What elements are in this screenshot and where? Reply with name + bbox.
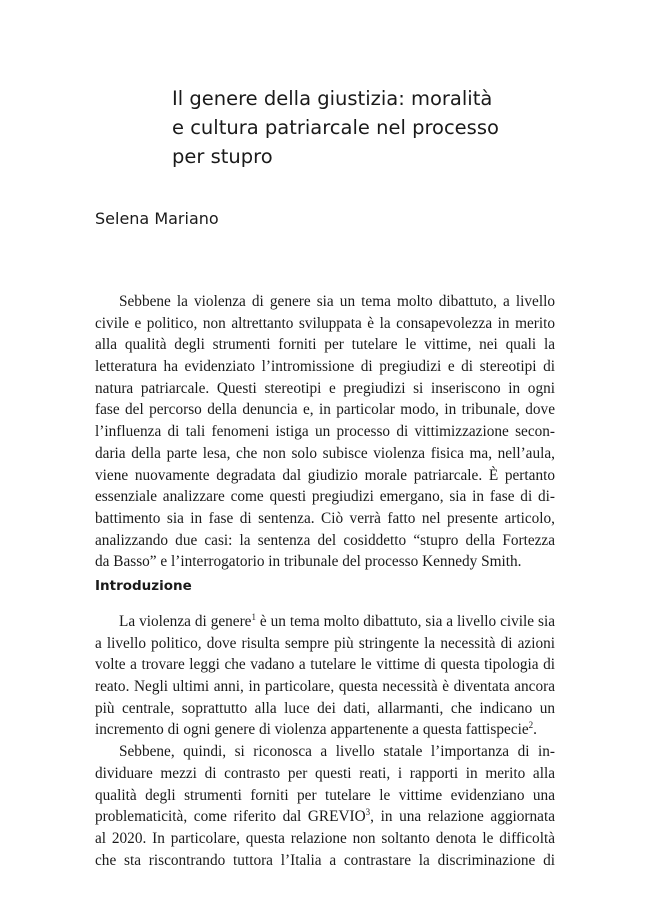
text-line: a livello politico, dove risulta sempre più stringente la necessità di azioni <box>95 634 555 652</box>
text-fragment: , in una relazione aggiornata <box>370 808 555 826</box>
text-line: alla qualità degli strumenti forniti per tutelare le vittime, nei quali la <box>95 336 555 354</box>
text-line: da Basso” e l’interrogatorio in tribunale del processo Kennedy Smith. <box>95 553 522 571</box>
text-line <box>95 719 555 741</box>
text-line: letteratura ha evidenziato l’intromissione di pregiudizi e di stereotipi di <box>95 358 555 376</box>
text-line: civile e politico, non altrettanto sviluppata è la consapevolezza in merito <box>95 314 555 332</box>
text-fragment: è un tema molto dibattuto, sia a livello civile sia <box>255 613 555 630</box>
section-heading: Introduzione <box>95 578 192 594</box>
abstract-paragraph <box>95 291 555 573</box>
text-line: analizzando due casi: la sentenza del cosiddetto “stupro della Fortezza <box>95 531 555 549</box>
text-line: natura patriarcale. Questi stereotipi e pregiudizi si inseriscono in ogni <box>95 379 555 397</box>
text-line: viene nuovamente degradata dal giudizio morale patriarcale. È pertanto <box>95 466 555 484</box>
footnote-marker[interactable]: 1 <box>251 611 256 622</box>
text-line: fase del percorso della denuncia e, in particolar modo, in tribunale, dove <box>95 401 555 419</box>
text-line: battimento sia in fase di sentenza. Ciò verrà fatto nel presente articolo, <box>95 509 555 527</box>
text-fragment: incremento di ogni genere di violenza appartenente a questa fattispecie <box>95 721 529 739</box>
title-line: Il genere della giustizia: moralità <box>172 87 493 110</box>
text-line: al 2020. In particolare, questa relazione non soltanto denota le difficoltà <box>95 829 555 847</box>
text-line: daria della parte lesa, che non solo subisce violenza fisica ma, nell’aula, <box>95 444 555 462</box>
text-line: qualità degli strumenti forniti per tutelare le vittime evidenziano una <box>95 786 555 804</box>
text-fragment: problematicità, come riferito dal GREVIO <box>95 808 366 826</box>
text-line <box>95 611 555 633</box>
text-fragment: . <box>533 721 537 739</box>
text-line: l’influenza di tali fenomeni istiga un processo di vittimizzazione secon- <box>95 423 555 441</box>
title-line: per stupro <box>172 145 273 168</box>
introduction-body <box>95 611 555 871</box>
text-line: che sta riscontrando tuttora l’Italia a contrastare la discriminazione di <box>95 851 555 869</box>
article-title <box>172 84 572 171</box>
footnote-marker[interactable]: 2 <box>528 720 534 731</box>
author-name: Selena Mariano <box>95 209 219 228</box>
text-line: reato. Negli ultimi anni, in particolare, questa necessità è diventata ancora <box>95 678 555 696</box>
footnote-marker[interactable]: 3 <box>365 807 371 818</box>
text-line: Sebbene la violenza di genere sia un tema molto dibattuto, a livello <box>119 293 555 310</box>
text-fragment: La violenza di genere <box>119 613 252 630</box>
text-line: dividuare mezzi di contrasto per questi reati, i rapporti in merito alla <box>95 764 555 782</box>
text-line: più centrale, soprattutto alla luce dei dati, allarmanti, che indicano un <box>95 699 555 717</box>
title-line: e cultura patriarcale nel processo <box>172 116 499 139</box>
text-line: Sebbene, quindi, si riconosca a livello statale l’importanza di in- <box>119 743 555 761</box>
text-line <box>95 806 555 828</box>
text-line: essenziale analizzare come questi pregiudizi emergano, sia in fase di di- <box>95 488 555 506</box>
text-line: volte a trovare leggi che vadano a tutelare le vittime di questa tipologia di <box>95 656 555 674</box>
